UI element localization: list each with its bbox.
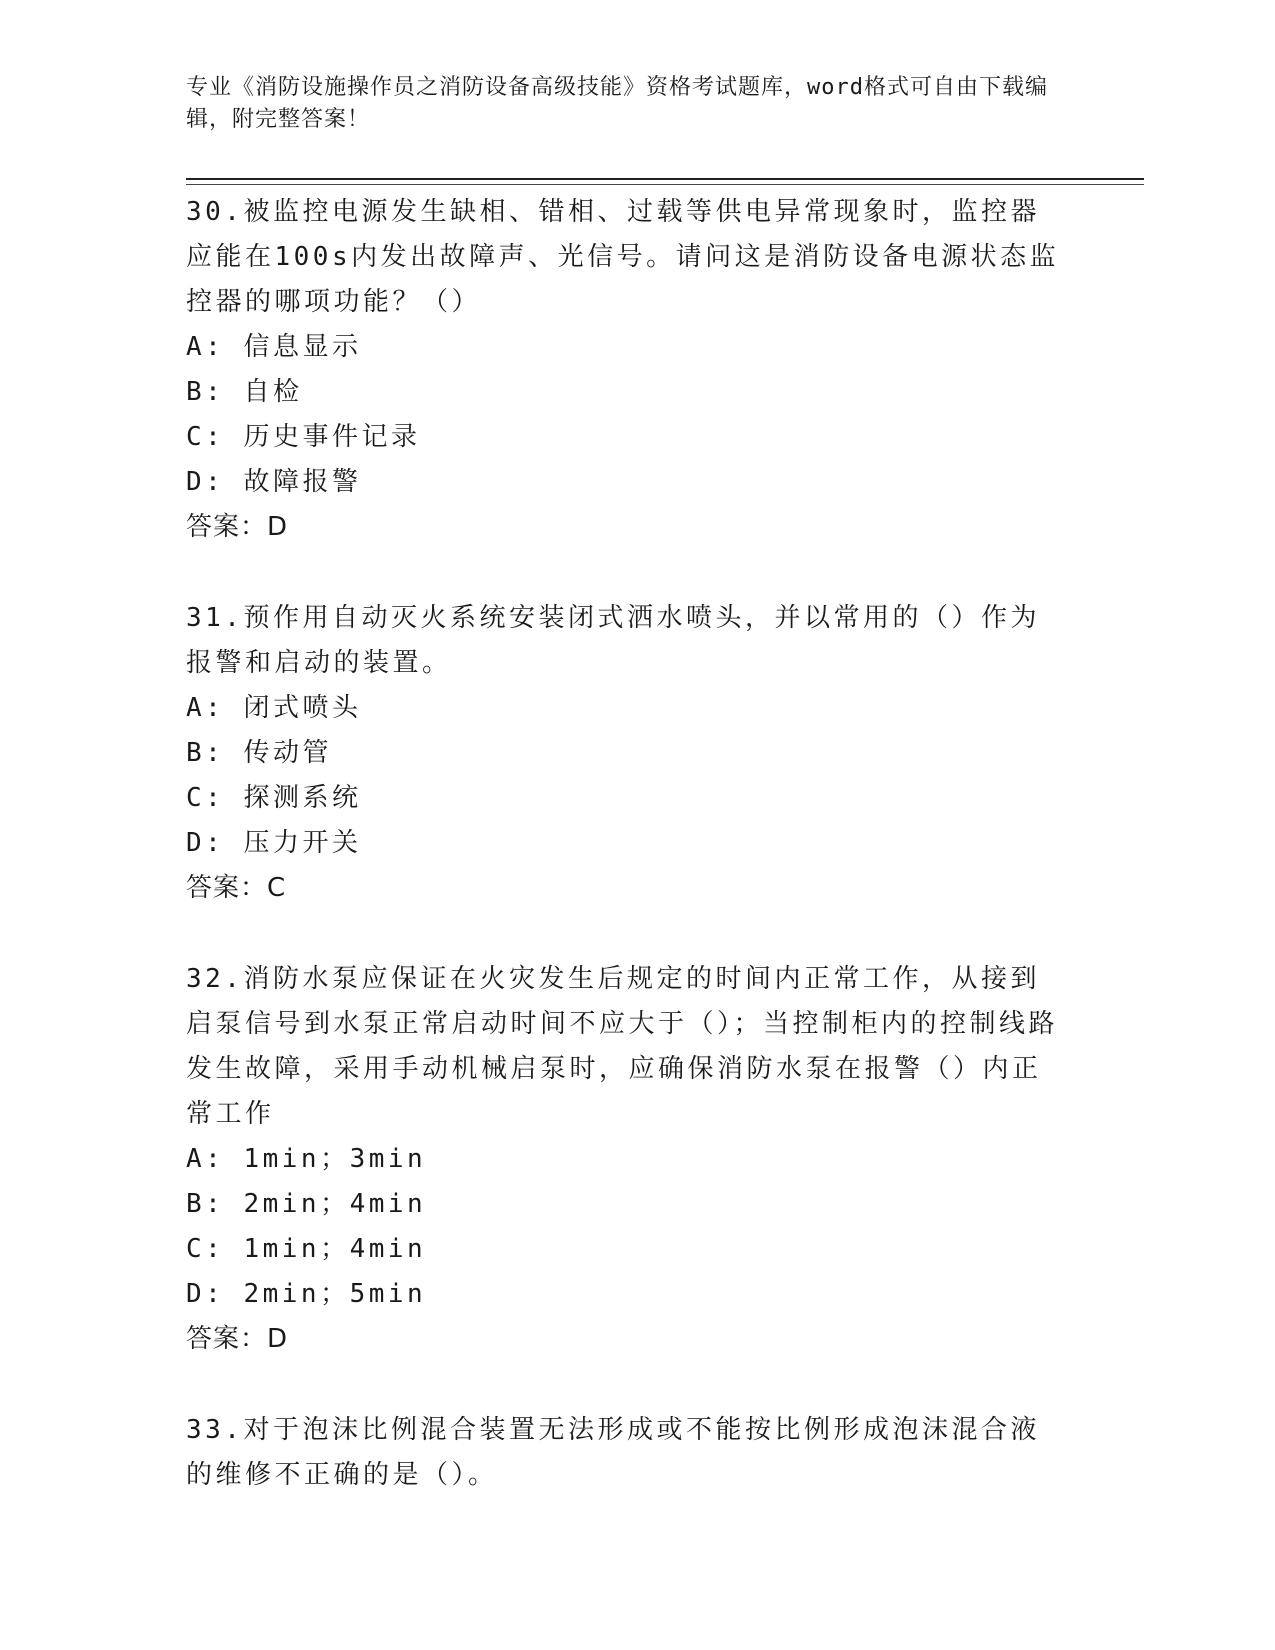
option-c: C: 历史事件记录 [186,422,421,452]
option-a: A: 1min；3min [186,1144,427,1174]
question-33 [186,1408,1066,1498]
option-d: D: 压力开关 [186,828,362,858]
option-d: D: 故障报警 [186,467,362,497]
option-b: B: 自检 [186,377,303,407]
answer: 答案：D [186,512,289,542]
question-32 [186,957,1066,1362]
option-d: D: 2min；5min [186,1279,427,1309]
question-31 [186,596,1066,911]
question-text: 30.被监控电源发生缺相、错相、过载等供电异常现象时，监控器应能在100s内发出故障声、光信号。请问这是消防设备电源状态监控器的哪项功能？（） [186,197,1060,317]
question-text: 33.对于泡沫比例混合装置无法形成或不能按比例形成泡沫混合液的维修不正确的是（）。 [186,1415,1040,1490]
option-a: A: 信息显示 [186,332,362,362]
answer: 答案：D [186,1324,289,1354]
option-b: B: 传动管 [186,738,332,768]
option-a: A: 闭式喷头 [186,693,362,723]
question-text: 31.预作用自动灭火系统安装闭式洒水喷头，并以常用的（）作为报警和启动的装置。 [186,603,1040,678]
option-c: C: 1min；4min [186,1234,427,1264]
document-header: 专业《消防设施操作员之消防设备高级技能》资格考试题库，word格式可自由下载编辑，附完整答案！ [186,75,1048,132]
question-30 [186,190,1066,550]
question-text: 32.消防水泵应保证在火灾发生后规定的时间内正常工作，从接到启泵信号到水泵正常启动时间不应大于（）；当控制柜内的控制线路发生故障，采用手动机械启泵时，应确保消防水泵在报警（）内正常工作 [186,964,1059,1129]
question-list [186,190,1066,1544]
header-divider-thin [186,184,1144,185]
option-b: B: 2min；4min [186,1189,427,1219]
option-c: C: 探测系统 [186,783,362,813]
answer: 答案：C [186,873,287,903]
header-divider-thick [186,178,1144,180]
